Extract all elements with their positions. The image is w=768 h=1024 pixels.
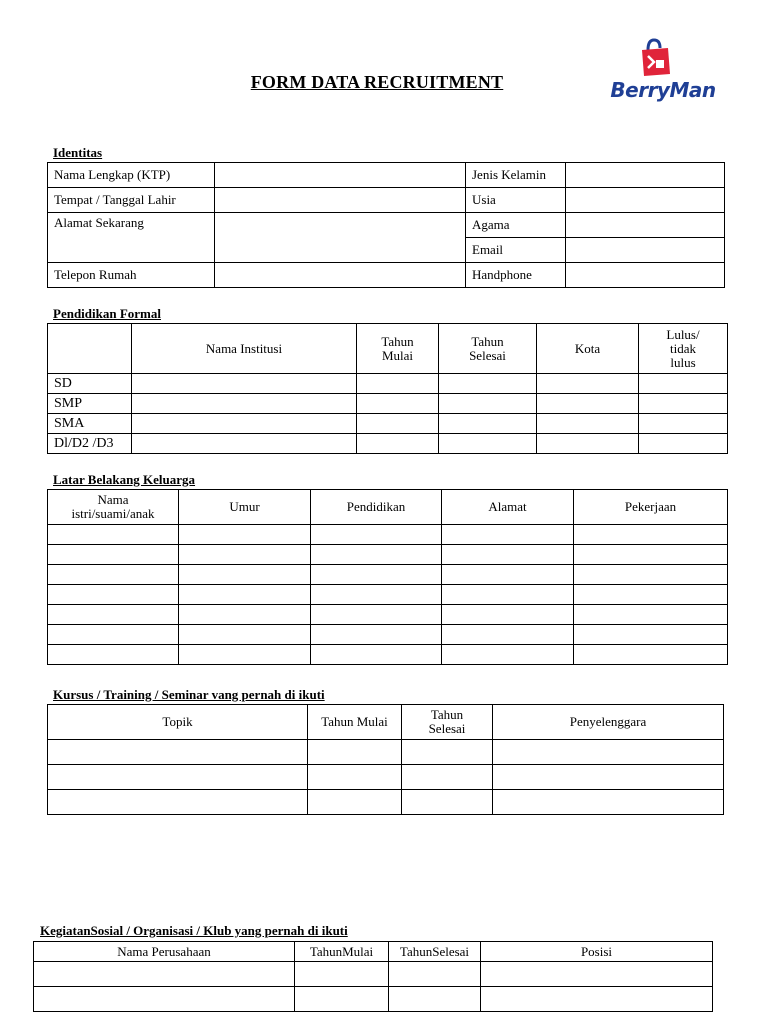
pendidikan-cell[interactable] [357,434,439,454]
pendidikan-cell[interactable] [357,374,439,394]
kegiatan-heading: KegiatanSosial / Organisasi / Klub yang pernah di ikuti [40,923,348,938]
kegiatan-header-posisi: Posisi [481,942,713,962]
pendidikan-heading: Pendidikan Formal [53,306,161,321]
kegiatan-cell[interactable] [389,962,481,987]
form-title: FORM DATA RECRUITMENT [250,72,504,92]
keluarga-cell[interactable] [311,625,442,645]
pendidikan-cell[interactable] [132,374,357,394]
kursus-cell[interactable] [402,790,493,815]
label-jenis-kelamin: Jenis Kelamin [466,163,566,188]
label-usia: Usia [466,188,566,213]
keluarga-cell[interactable] [442,565,574,585]
pendidikan-header-lulus: Lulus/ tidak lulus [639,324,728,374]
pendidikan-cell[interactable] [537,394,639,414]
keluarga-cell[interactable] [311,645,442,665]
keluarga-header-nama: Nama istri/suami/anak [48,490,179,525]
identitas-heading: Identitas [53,145,103,160]
kursus-header-tahun-selesai: Tahun Selesai [402,705,493,740]
label-alamat-sekarang: Alamat Sekarang [48,213,215,263]
pendidikan-table [47,323,728,454]
keluarga-cell[interactable] [179,625,311,645]
brand-logo [608,38,718,110]
pendidikan-cell[interactable] [639,374,728,394]
keluarga-cell[interactable] [48,585,179,605]
kegiatan-cell[interactable] [295,987,389,1012]
pendidikan-level-sma: SMA [48,414,132,434]
label-nama-lengkap: Nama Lengkap (KTP) [48,163,215,188]
pendidikan-cell[interactable] [639,434,728,454]
kursus-cell[interactable] [402,740,493,765]
kegiatan-cell[interactable] [295,962,389,987]
kursus-cell[interactable] [493,790,724,815]
identitas-table [47,162,725,288]
table-row [48,605,728,625]
kegiatan-header-tahun-selesai: TahunSelesai [389,942,481,962]
kegiatan-cell[interactable] [481,987,713,1012]
pendidikan-cell[interactable] [132,414,357,434]
pendidikan-cell[interactable] [537,414,639,434]
field-handphone[interactable] [566,263,725,288]
table-row [34,987,713,1012]
pendidikan-header-kota: Kota [537,324,639,374]
table-row [48,585,728,605]
pendidikan-cell[interactable] [537,434,639,454]
kegiatan-header-tahun-mulai: TahunMulai [295,942,389,962]
pendidikan-cell[interactable] [639,394,728,414]
label-agama: Agama [466,213,566,238]
pendidikan-header-tahun-mulai: Tahun Mulai [357,324,439,374]
kursus-cell[interactable] [308,790,402,815]
kursus-header-penyelenggara: Penyelenggara [493,705,724,740]
pendidikan-level-diploma: Dl/D2 /D3 [48,434,132,454]
pendidikan-header-blank [48,324,132,374]
keluarga-header-pekerjaan: Pekerjaan [574,490,728,525]
pendidikan-cell[interactable] [439,374,537,394]
keluarga-cell[interactable] [574,625,728,645]
keluarga-cell[interactable] [442,585,574,605]
kursus-table [47,704,724,815]
table-row [48,740,724,765]
kursus-cell[interactable] [48,765,308,790]
keluarga-cell[interactable] [442,605,574,625]
keluarga-cell[interactable] [574,645,728,665]
keluarga-cell[interactable] [574,565,728,585]
field-alamat-sekarang[interactable] [215,213,466,263]
table-row [48,645,728,665]
pendidikan-level-smp: SMP [48,394,132,414]
field-usia[interactable] [566,188,725,213]
kegiatan-cell[interactable] [481,962,713,987]
keluarga-cell[interactable] [311,545,442,565]
field-agama[interactable] [566,213,725,238]
kegiatan-cell[interactable] [34,962,295,987]
keluarga-heading: Latar Belakang Keluarga [53,472,196,487]
keluarga-cell[interactable] [442,645,574,665]
pendidikan-cell[interactable] [439,394,537,414]
keluarga-cell[interactable] [442,625,574,645]
kursus-cell[interactable] [493,740,724,765]
pendidikan-cell[interactable] [132,394,357,414]
pendidikan-cell[interactable] [357,394,439,414]
pendidikan-header-institusi: Nama Institusi [132,324,357,374]
field-nama-lengkap[interactable] [215,163,466,188]
pendidikan-header-tahun-selesai: Tahun Selesai [439,324,537,374]
field-email[interactable] [566,238,725,263]
keluarga-header-umur: Umur [179,490,311,525]
brand-name: BerryMan [610,78,716,102]
table-row [48,525,728,545]
pendidikan-cell[interactable] [639,414,728,434]
pendidikan-cell[interactable] [357,414,439,434]
label-handphone: Handphone [466,263,566,288]
keluarga-cell[interactable] [311,565,442,585]
keluarga-cell[interactable] [442,545,574,565]
field-jenis-kelamin[interactable] [566,163,725,188]
label-telepon-rumah: Telepon Rumah [48,263,215,288]
kursus-cell[interactable] [402,765,493,790]
keluarga-cell[interactable] [311,605,442,625]
table-row [48,625,728,645]
keluarga-cell[interactable] [179,585,311,605]
kursus-cell[interactable] [308,765,402,790]
pendidikan-cell[interactable] [439,414,537,434]
table-row [48,545,728,565]
keluarga-cell[interactable] [179,525,311,545]
kursus-cell[interactable] [48,790,308,815]
keluarga-cell[interactable] [179,545,311,565]
table-row [34,962,713,987]
shopping-bag-icon [608,38,718,82]
keluarga-cell[interactable] [311,585,442,605]
kegiatan-table [33,941,713,1012]
keluarga-cell[interactable] [179,565,311,585]
pendidikan-cell[interactable] [439,434,537,454]
keluarga-cell[interactable] [179,645,311,665]
kursus-header-topik: Topik [48,705,308,740]
keluarga-cell[interactable] [48,605,179,625]
pendidikan-level-sd: SD [48,374,132,394]
keluarga-header-alamat: Alamat [442,490,574,525]
kursus-cell[interactable] [493,765,724,790]
kegiatan-header-nama-perusahaan: Nama Perusahaan [34,942,295,962]
kursus-heading: Kursus / Training / Seminar vang pernah di ikuti [53,687,325,702]
label-email: Email [466,238,566,263]
keluarga-header-pendidikan: Pendidikan [311,490,442,525]
field-tempat-tanggal-lahir[interactable] [215,188,466,213]
table-row [48,765,724,790]
kursus-cell[interactable] [308,740,402,765]
kegiatan-cell[interactable] [389,987,481,1012]
field-telepon-rumah[interactable] [215,263,466,288]
keluarga-cell[interactable] [48,525,179,545]
kursus-header-tahun-mulai: Tahun Mulai [308,705,402,740]
keluarga-cell[interactable] [574,585,728,605]
kursus-cell[interactable] [48,740,308,765]
keluarga-cell[interactable] [311,525,442,545]
keluarga-cell[interactable] [442,525,574,545]
table-row [48,565,728,585]
keluarga-cell[interactable] [574,545,728,565]
table-row [48,790,724,815]
keluarga-cell[interactable] [179,605,311,625]
keluarga-cell[interactable] [48,625,179,645]
pendidikan-cell[interactable] [132,434,357,454]
kegiatan-cell[interactable] [34,987,295,1012]
keluarga-cell[interactable] [574,525,728,545]
label-tempat-tanggal-lahir: Tempat / Tanggal Lahir [48,188,215,213]
keluarga-cell[interactable] [48,565,179,585]
pendidikan-cell[interactable] [537,374,639,394]
keluarga-cell[interactable] [48,545,179,565]
keluarga-table [47,489,728,665]
keluarga-cell[interactable] [574,605,728,625]
keluarga-cell[interactable] [48,645,179,665]
